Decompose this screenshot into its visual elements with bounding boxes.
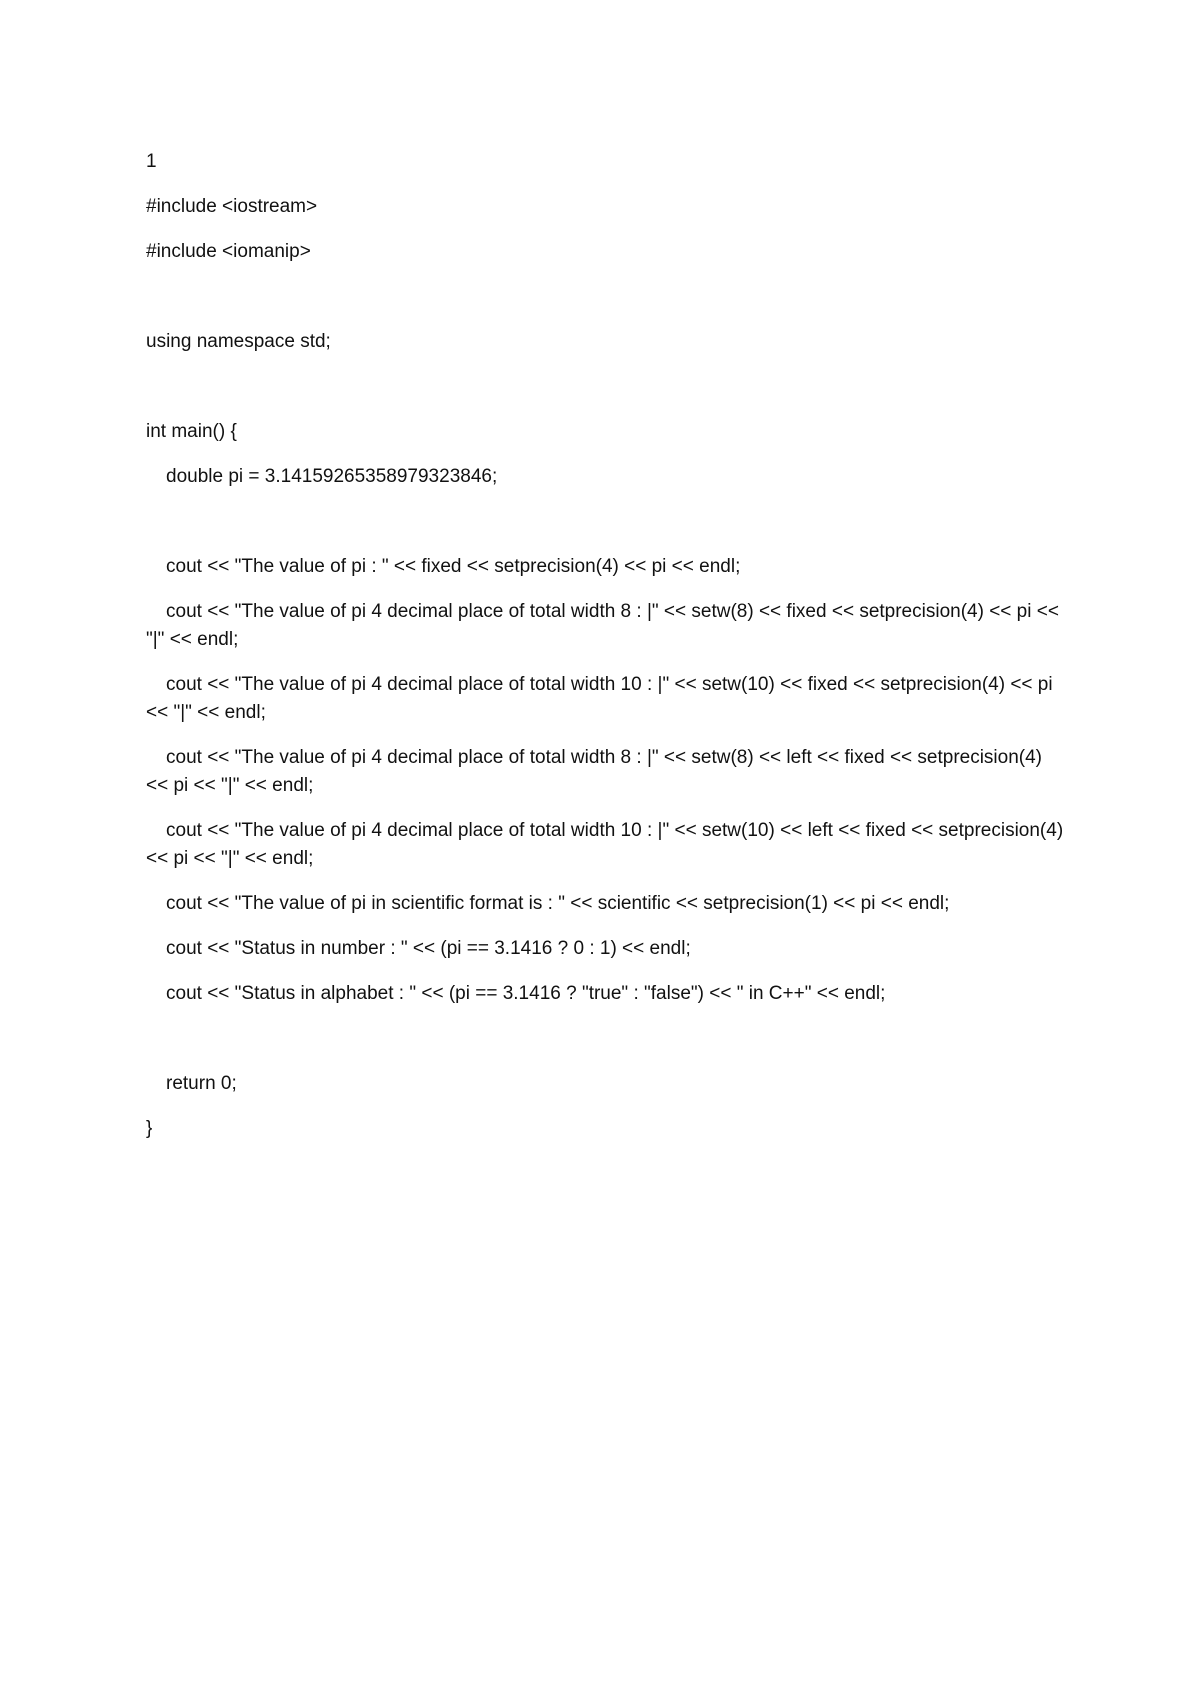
code-line-cout-width10-left: cout << "The value of pi 4 decimal place of total width 10 : |" << setw(10) << left << fixed << setprecision(4) << pi << "|" << endl; (146, 820, 1069, 869)
code-line-using-namespace: using namespace std; (146, 331, 331, 352)
page-number: 1 (146, 151, 157, 172)
blank-line (146, 283, 1066, 311)
code-listing (146, 148, 1069, 1160)
code-line-cout-status-alphabet: cout << "Status in alphabet : " << (pi == 3.1416 ? "true" : "false") << " in C++" << endl; (166, 983, 886, 1004)
code-line-cout-fixed: cout << "The value of pi : " << fixed << setprecision(4) << pi << endl; (166, 556, 741, 577)
code-line-cout-width10: cout << "The value of pi 4 decimal place of total width 10 : |" << setw(10) << fixed << setprecision(4) << pi << "|" << endl; (146, 674, 1058, 723)
blank-line (146, 373, 1066, 401)
code-line-cout-scientific: cout << "The value of pi in scientific format is : " << scientific << setprecision(1) << pi << endl; (166, 893, 950, 914)
code-line-cout-status-number: cout << "Status in number : " << (pi == 3.1416 ? 0 : 1) << endl; (166, 938, 691, 959)
blank-line (146, 508, 1066, 536)
code-line-include-iomanip: #include <iomanip> (146, 241, 311, 262)
code-line-main-open: int main() { (146, 421, 237, 442)
code-line-cout-width8: cout << "The value of pi 4 decimal place of total width 8 : |" << setw(8) << fixed << setprecision(4) << pi << "|" << endl; (146, 601, 1065, 650)
code-line-cout-width8-left: cout << "The value of pi 4 decimal place of total width 8 : |" << setw(8) << left << fixed << setprecision(4) << pi << "|" << endl; (146, 747, 1048, 796)
code-line-main-close: } (146, 1118, 153, 1139)
code-line-double-pi: double pi = 3.14159265358979323846; (166, 466, 498, 487)
code-line-return: return 0; (166, 1073, 237, 1094)
blank-line (146, 1025, 1066, 1053)
code-line-include-iostream: #include <iostream> (146, 196, 318, 217)
